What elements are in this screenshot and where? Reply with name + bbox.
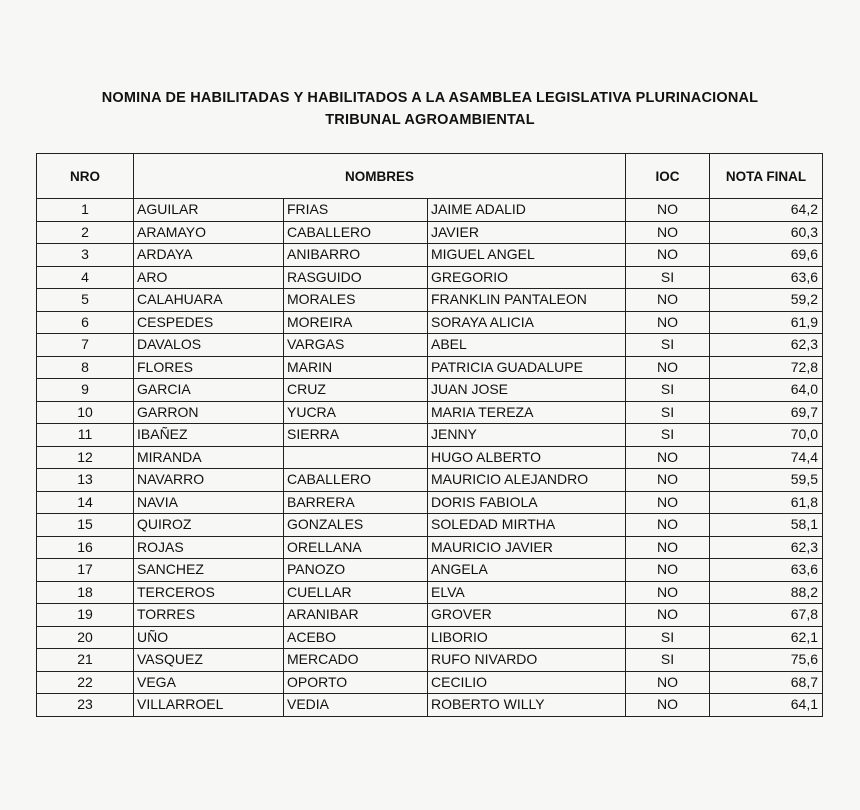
cell-nombres: JAIME ADALID <box>428 199 626 222</box>
cell-apellido-paterno: IBAÑEZ <box>134 424 284 447</box>
cell-nombres: ANGELA <box>428 559 626 582</box>
cell-nombres: SORAYA ALICIA <box>428 311 626 334</box>
cell-nro: 8 <box>37 356 134 379</box>
cell-nro: 6 <box>37 311 134 334</box>
cell-nombres: JAVIER <box>428 221 626 244</box>
table-row <box>37 559 823 582</box>
cell-nombres: LIBORIO <box>428 626 626 649</box>
header-nombres: NOMBRES <box>134 154 626 199</box>
cell-nota-final: 58,1 <box>710 514 823 537</box>
header-nro: NRO <box>37 154 134 199</box>
table-row <box>37 491 823 514</box>
cell-nota-final: 64,2 <box>710 199 823 222</box>
cell-nota-final: 74,4 <box>710 446 823 469</box>
table-row <box>37 334 823 357</box>
cell-ioc: NO <box>626 559 710 582</box>
cell-ioc: SI <box>626 649 710 672</box>
cell-nombres: CECILIO <box>428 671 626 694</box>
cell-nro: 11 <box>37 424 134 447</box>
cell-apellido-paterno: UÑO <box>134 626 284 649</box>
cell-nota-final: 62,3 <box>710 334 823 357</box>
cell-ioc: NO <box>626 221 710 244</box>
table-row <box>37 514 823 537</box>
cell-nombres: MIGUEL ANGEL <box>428 244 626 267</box>
cell-apellido-materno: MERCADO <box>284 649 428 672</box>
table-row <box>37 649 823 672</box>
cell-nota-final: 60,3 <box>710 221 823 244</box>
cell-apellido-paterno: SANCHEZ <box>134 559 284 582</box>
table-row <box>37 401 823 424</box>
cell-apellido-paterno: VASQUEZ <box>134 649 284 672</box>
cell-nota-final: 70,0 <box>710 424 823 447</box>
cell-ioc: NO <box>626 694 710 717</box>
cell-nombres: MAURICIO ALEJANDRO <box>428 469 626 492</box>
cell-ioc: NO <box>626 491 710 514</box>
cell-nro: 10 <box>37 401 134 424</box>
cell-nota-final: 64,0 <box>710 379 823 402</box>
cell-apellido-materno: ARANIBAR <box>284 604 428 627</box>
cell-apellido-paterno: TORRES <box>134 604 284 627</box>
cell-apellido-paterno: ROJAS <box>134 536 284 559</box>
table-row <box>37 311 823 334</box>
cell-nro: 21 <box>37 649 134 672</box>
cell-nota-final: 69,6 <box>710 244 823 267</box>
cell-nro: 5 <box>37 289 134 312</box>
cell-nota-final: 63,6 <box>710 266 823 289</box>
cell-ioc: NO <box>626 536 710 559</box>
table-row <box>37 626 823 649</box>
cell-apellido-materno: PANOZO <box>284 559 428 582</box>
cell-nro: 22 <box>37 671 134 694</box>
cell-apellido-materno: ACEBO <box>284 626 428 649</box>
cell-nota-final: 61,8 <box>710 491 823 514</box>
cell-nombres: GREGORIO <box>428 266 626 289</box>
cell-apellido-materno: CUELLAR <box>284 581 428 604</box>
cell-ioc: SI <box>626 626 710 649</box>
cell-ioc: NO <box>626 671 710 694</box>
cell-apellido-paterno: VILLARROEL <box>134 694 284 717</box>
cell-nro: 7 <box>37 334 134 357</box>
cell-apellido-paterno: DAVALOS <box>134 334 284 357</box>
table-row <box>37 581 823 604</box>
cell-apellido-materno <box>284 446 428 469</box>
table-row <box>37 469 823 492</box>
table-row <box>37 221 823 244</box>
cell-apellido-materno: MARIN <box>284 356 428 379</box>
cell-ioc: NO <box>626 446 710 469</box>
cell-ioc: NO <box>626 356 710 379</box>
cell-ioc: SI <box>626 334 710 357</box>
table-row <box>37 199 823 222</box>
cell-nro: 14 <box>37 491 134 514</box>
cell-nro: 17 <box>37 559 134 582</box>
cell-ioc: SI <box>626 424 710 447</box>
cell-nombres: GROVER <box>428 604 626 627</box>
cell-ioc: NO <box>626 199 710 222</box>
cell-nro: 9 <box>37 379 134 402</box>
table-row <box>37 379 823 402</box>
cell-apellido-materno: CRUZ <box>284 379 428 402</box>
cell-nota-final: 68,7 <box>710 671 823 694</box>
cell-apellido-paterno: GARCIA <box>134 379 284 402</box>
cell-apellido-paterno: ARAMAYO <box>134 221 284 244</box>
cell-nombres: SOLEDAD MIRTHA <box>428 514 626 537</box>
cell-nota-final: 59,5 <box>710 469 823 492</box>
cell-nro: 15 <box>37 514 134 537</box>
cell-apellido-materno: VARGAS <box>284 334 428 357</box>
candidates-table <box>36 153 823 717</box>
cell-ioc: NO <box>626 604 710 627</box>
document-title: NOMINA DE HABILITADAS Y HABILITADOS A LA ASAMBLEA LEGISLATIVA PLURINACIONAL <box>101 90 759 106</box>
cell-apellido-materno: ORELLANA <box>284 536 428 559</box>
cell-apellido-materno: VEDIA <box>284 694 428 717</box>
cell-nro: 3 <box>37 244 134 267</box>
cell-nombres: MARIA TEREZA <box>428 401 626 424</box>
cell-apellido-paterno: VEGA <box>134 671 284 694</box>
cell-apellido-paterno: ARDAYA <box>134 244 284 267</box>
cell-nombres: JUAN JOSE <box>428 379 626 402</box>
cell-apellido-materno: RASGUIDO <box>284 266 428 289</box>
cell-apellido-materno: MOREIRA <box>284 311 428 334</box>
cell-nro: 1 <box>37 199 134 222</box>
cell-nombres: ABEL <box>428 334 626 357</box>
cell-ioc: NO <box>626 514 710 537</box>
cell-nro: 4 <box>37 266 134 289</box>
cell-nota-final: 75,6 <box>710 649 823 672</box>
cell-nombres: MAURICIO JAVIER <box>428 536 626 559</box>
cell-nro: 2 <box>37 221 134 244</box>
cell-nota-final: 72,8 <box>710 356 823 379</box>
table-row <box>37 671 823 694</box>
cell-apellido-materno: ANIBARRO <box>284 244 428 267</box>
cell-apellido-paterno: TERCEROS <box>134 581 284 604</box>
cell-apellido-paterno: ARO <box>134 266 284 289</box>
cell-ioc: NO <box>626 289 710 312</box>
cell-nota-final: 67,8 <box>710 604 823 627</box>
cell-apellido-materno: CABALLERO <box>284 221 428 244</box>
cell-apellido-materno: BARRERA <box>284 491 428 514</box>
cell-ioc: SI <box>626 379 710 402</box>
cell-ioc: NO <box>626 581 710 604</box>
cell-apellido-materno: MORALES <box>284 289 428 312</box>
cell-ioc: NO <box>626 469 710 492</box>
cell-nota-final: 61,9 <box>710 311 823 334</box>
cell-apellido-materno: YUCRA <box>284 401 428 424</box>
cell-nro: 18 <box>37 581 134 604</box>
cell-nota-final: 59,2 <box>710 289 823 312</box>
cell-ioc: NO <box>626 244 710 267</box>
cell-nombres: HUGO ALBERTO <box>428 446 626 469</box>
table-row <box>37 356 823 379</box>
cell-nombres: ELVA <box>428 581 626 604</box>
cell-apellido-materno: FRIAS <box>284 199 428 222</box>
table-row <box>37 289 823 312</box>
cell-apellido-paterno: NAVIA <box>134 491 284 514</box>
cell-nombres: RUFO NIVARDO <box>428 649 626 672</box>
document-subtitle: TRIBUNAL AGROAMBIENTAL <box>325 112 535 128</box>
cell-nota-final: 63,6 <box>710 559 823 582</box>
cell-nota-final: 62,1 <box>710 626 823 649</box>
cell-apellido-paterno: QUIROZ <box>134 514 284 537</box>
cell-ioc: SI <box>626 266 710 289</box>
cell-nro: 19 <box>37 604 134 627</box>
cell-ioc: SI <box>626 401 710 424</box>
table-row <box>37 694 823 717</box>
cell-apellido-paterno: MIRANDA <box>134 446 284 469</box>
cell-nro: 23 <box>37 694 134 717</box>
cell-apellido-paterno: NAVARRO <box>134 469 284 492</box>
table-body <box>37 199 823 717</box>
cell-nombres: PATRICIA GUADALUPE <box>428 356 626 379</box>
cell-nro: 20 <box>37 626 134 649</box>
cell-apellido-materno: CABALLERO <box>284 469 428 492</box>
cell-apellido-materno: GONZALES <box>284 514 428 537</box>
table-row <box>37 604 823 627</box>
cell-apellido-paterno: AGUILAR <box>134 199 284 222</box>
cell-apellido-paterno: CESPEDES <box>134 311 284 334</box>
cell-nota-final: 64,1 <box>710 694 823 717</box>
table-row <box>37 446 823 469</box>
cell-nombres: DORIS FABIOLA <box>428 491 626 514</box>
cell-nombres: JENNY <box>428 424 626 447</box>
cell-nombres: FRANKLIN PANTALEON <box>428 289 626 312</box>
cell-ioc: NO <box>626 311 710 334</box>
cell-nota-final: 88,2 <box>710 581 823 604</box>
cell-nombres: ROBERTO WILLY <box>428 694 626 717</box>
table-row <box>37 266 823 289</box>
cell-nro: 16 <box>37 536 134 559</box>
cell-apellido-paterno: GARRON <box>134 401 284 424</box>
table-row <box>37 424 823 447</box>
cell-nota-final: 69,7 <box>710 401 823 424</box>
table-row <box>37 536 823 559</box>
cell-apellido-paterno: FLORES <box>134 356 284 379</box>
cell-apellido-paterno: CALAHUARA <box>134 289 284 312</box>
cell-apellido-materno: SIERRA <box>284 424 428 447</box>
cell-nro: 12 <box>37 446 134 469</box>
cell-nota-final: 62,3 <box>710 536 823 559</box>
header-nota-final: NOTA FINAL <box>710 154 823 199</box>
cell-apellido-materno: OPORTO <box>284 671 428 694</box>
table-header-row <box>37 154 823 199</box>
table-row <box>37 244 823 267</box>
header-ioc: IOC <box>626 154 710 199</box>
cell-nro: 13 <box>37 469 134 492</box>
